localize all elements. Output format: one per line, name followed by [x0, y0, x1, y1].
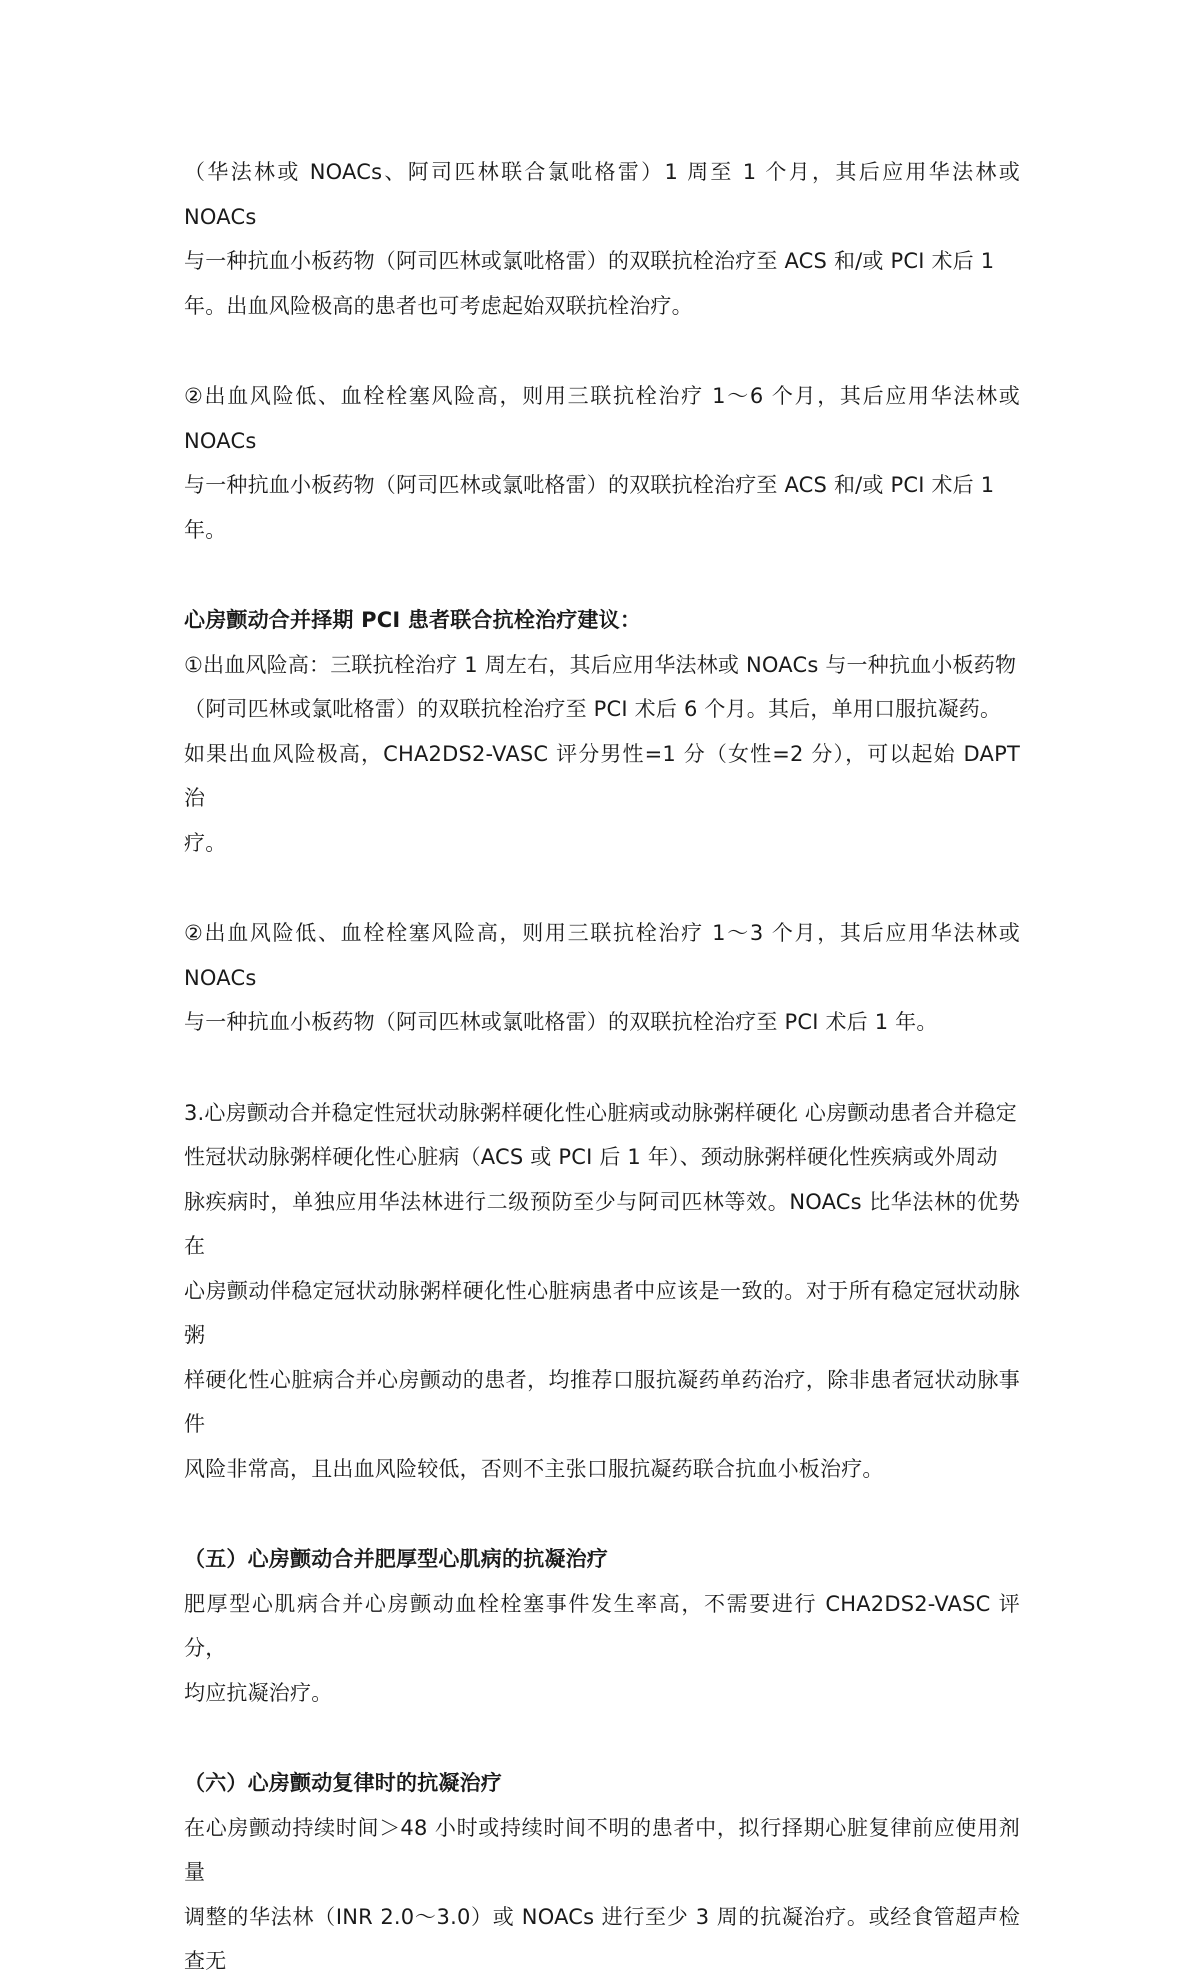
text-line: 年。: [184, 517, 227, 542]
text-line: 如果出血风险极高，CHA2DS2-VASC 评分男性=1 分（女性=2 分），可以起始 DAPT 治: [184, 741, 1020, 810]
text-line: 与一种抗血小板药物（阿司匹林或氯吡格雷）的双联抗栓治疗至 ACS 和/或 PCI 术后 1: [184, 473, 995, 497]
paragraph-gap: [184, 1715, 1020, 1761]
text-line: 肥厚型心肌病合并心房颤动血栓栓塞事件发生率高，不需要进行 CHA2DS2-VASC 评分，: [184, 1591, 1020, 1660]
paragraph-gap: [184, 865, 1020, 911]
paragraph-cardioversion: [184, 1806, 1020, 1984]
text-line: 性冠状动脉粥样硬化性心脏病（ACS 或 PCI 后 1 年）、颈动脉粥样硬化性疾病或外周动: [184, 1145, 998, 1169]
text-line: 风险非常高，且出血风险较低，否则不主张口服抗凝药联合抗血小板治疗。: [184, 1456, 884, 1481]
text-line: 心房颤动伴稳定冠状动脉粥样硬化性心脏病患者中应该是一致的。对于所有稳定冠状动脉粥: [184, 1278, 1020, 1347]
text-line: 年。出血风险极高的患者也可考虑起始双联抗栓治疗。: [184, 293, 693, 318]
text-line: ②出血风险低、血栓栓塞风险高，则用三联抗栓治疗 1～6 个月，其后应用华法林或 NOACs: [184, 384, 1020, 453]
paragraph-gap: [184, 328, 1020, 374]
paragraph-gap: [184, 1491, 1020, 1537]
paragraph-hcm: [184, 1582, 1020, 1716]
text-line: ②出血风险低、血栓栓塞风险高，则用三联抗栓治疗 1～3 个月，其后应用华法林或 NOACs: [184, 921, 1020, 990]
text-line: （华法林或 NOACs、阿司匹林联合氯吡格雷）1 周至 1 个月，其后应用华法林或 NOACs: [184, 160, 1020, 229]
section-heading-hcm: （五）心房颤动合并肥厚型心肌病的抗凝治疗: [184, 1547, 608, 1571]
text-line: 样硬化性心脏病合并心房颤动的患者，均推荐口服抗凝药单药治疗，除非患者冠状动脉事件: [184, 1367, 1020, 1436]
section-heading-cardioversion: （六）心房颤动复律时的抗凝治疗: [184, 1771, 502, 1795]
text-line: 脉疾病时，单独应用华法林进行二级预防至少与阿司匹林等效。NOACs 比华法林的优势在: [184, 1189, 1020, 1258]
paragraph-gap: [184, 552, 1020, 598]
paragraph-stable-cad: [184, 1091, 1020, 1492]
paragraph-low-bleeding-risk-pci: [184, 911, 1020, 1045]
text-line: 均应抗凝治疗。: [184, 1680, 333, 1705]
paragraph-high-bleeding-risk-pci: [184, 643, 1020, 866]
text-line: 3.心房颤动合并稳定性冠状动脉粥样硬化性心脏病或动脉粥样硬化 心房颤动患者合并稳定: [184, 1100, 1017, 1125]
text-line: 调整的华法林（INR 2.0～3.0）或 NOACs 进行至少 3 周的抗凝治疗。或经食管超声检查无: [184, 1904, 1020, 1973]
text-line: 与一种抗血小板药物（阿司匹林或氯吡格雷）的双联抗栓治疗至 ACS 和/或 PCI 术后 1: [184, 249, 995, 273]
section-heading-elective-pci: 心房颤动合并择期 PCI 患者联合抗栓治疗建议：: [184, 608, 642, 632]
text-line: （阿司匹林或氯吡格雷）的双联抗栓治疗至 PCI 术后 6 个月。其后，单用口服抗凝药。: [184, 697, 1002, 721]
text-line: ①出血风险高：三联抗栓治疗 1 周左右，其后应用华法林或 NOACs 与一种抗血小板药物: [184, 652, 1017, 677]
text-line: 在心房颤动持续时间＞48 小时或持续时间不明的患者中，拟行择期心脏复律前应使用剂量: [184, 1815, 1020, 1884]
text-line: 与一种抗血小板药物（阿司匹林或氯吡格雷）的双联抗栓治疗至 PCI 术后 1 年。: [184, 1010, 938, 1034]
paragraph-triple-therapy-continued: [184, 150, 1020, 328]
paragraph-low-bleeding-risk-acs: [184, 374, 1020, 552]
document-page: [184, 150, 1020, 1984]
text-line: 疗。: [184, 830, 227, 855]
paragraph-gap: [184, 1045, 1020, 1091]
